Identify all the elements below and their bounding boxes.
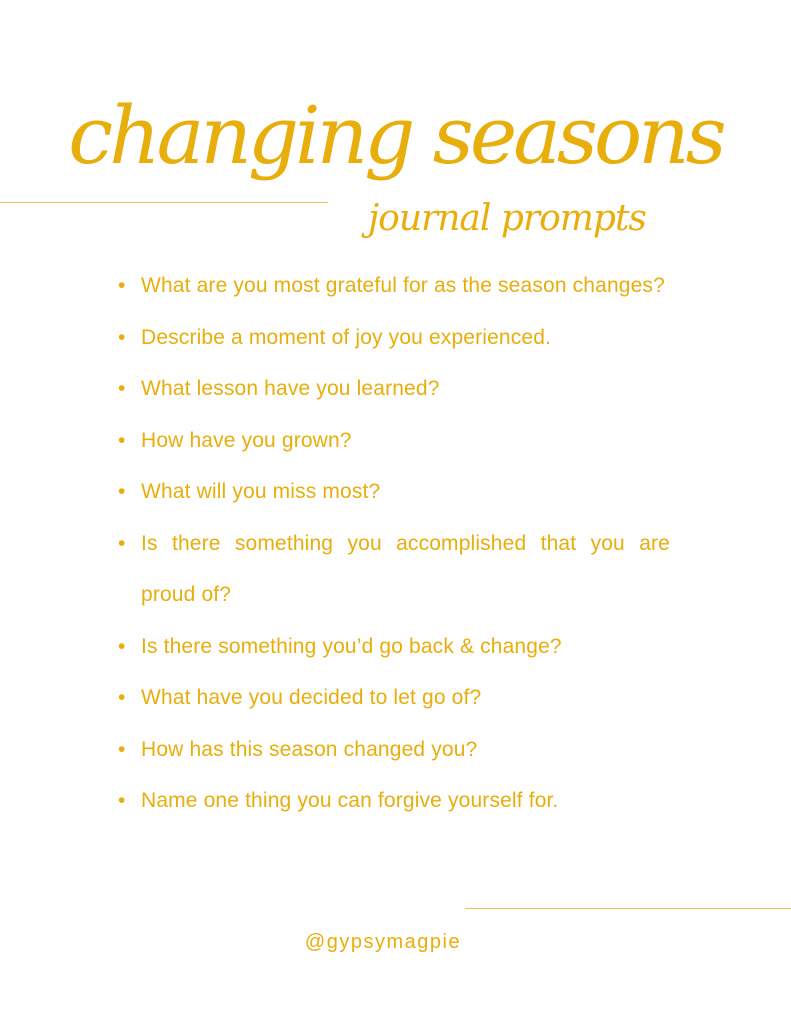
bullet-icon: • (118, 377, 126, 400)
prompt-text: Is there something you accomplished that you are proud of? (141, 531, 670, 606)
prompt-text: Describe a moment of joy you experienced. (141, 325, 552, 349)
prompt-list (118, 260, 670, 827)
social-handle: @gypsymagpie (304, 931, 462, 953)
bullet-icon: • (118, 686, 126, 709)
prompt-text: What will you miss most? (141, 480, 381, 503)
prompt-text: What have you decided to let go of? (141, 686, 482, 709)
bullet-icon: • (118, 428, 126, 452)
list-item (118, 775, 670, 827)
bullet-icon: • (118, 274, 126, 297)
list-item (118, 724, 670, 776)
bullet-icon: • (118, 325, 126, 349)
list-item (118, 672, 670, 724)
divider-bottom (465, 908, 791, 909)
bullet-icon: • (118, 789, 126, 812)
page-title: changing seasons (68, 89, 723, 182)
list-item (118, 312, 670, 364)
list-item (118, 363, 670, 415)
divider-top (0, 202, 328, 203)
bullet-icon: • (118, 480, 126, 503)
bullet-icon: • (118, 737, 126, 761)
prompt-text: How have you grown? (141, 428, 352, 452)
bullet-icon: • (118, 531, 126, 555)
list-item (118, 415, 670, 467)
list-item (118, 466, 670, 518)
prompt-text: What lesson have you learned? (141, 377, 440, 400)
prompt-text: How has this season changed you? (141, 737, 478, 761)
list-item (118, 518, 670, 621)
prompt-text: Name one thing you can forgive yourself for. (141, 789, 559, 812)
list-item (118, 260, 670, 312)
prompt-text: Is there something you’d go back & change? (141, 634, 562, 658)
list-item (118, 621, 670, 673)
page-subtitle: journal prompts (368, 198, 646, 239)
prompt-text: What are you most grateful for as the season changes? (141, 274, 665, 297)
bullet-icon: • (118, 634, 126, 658)
